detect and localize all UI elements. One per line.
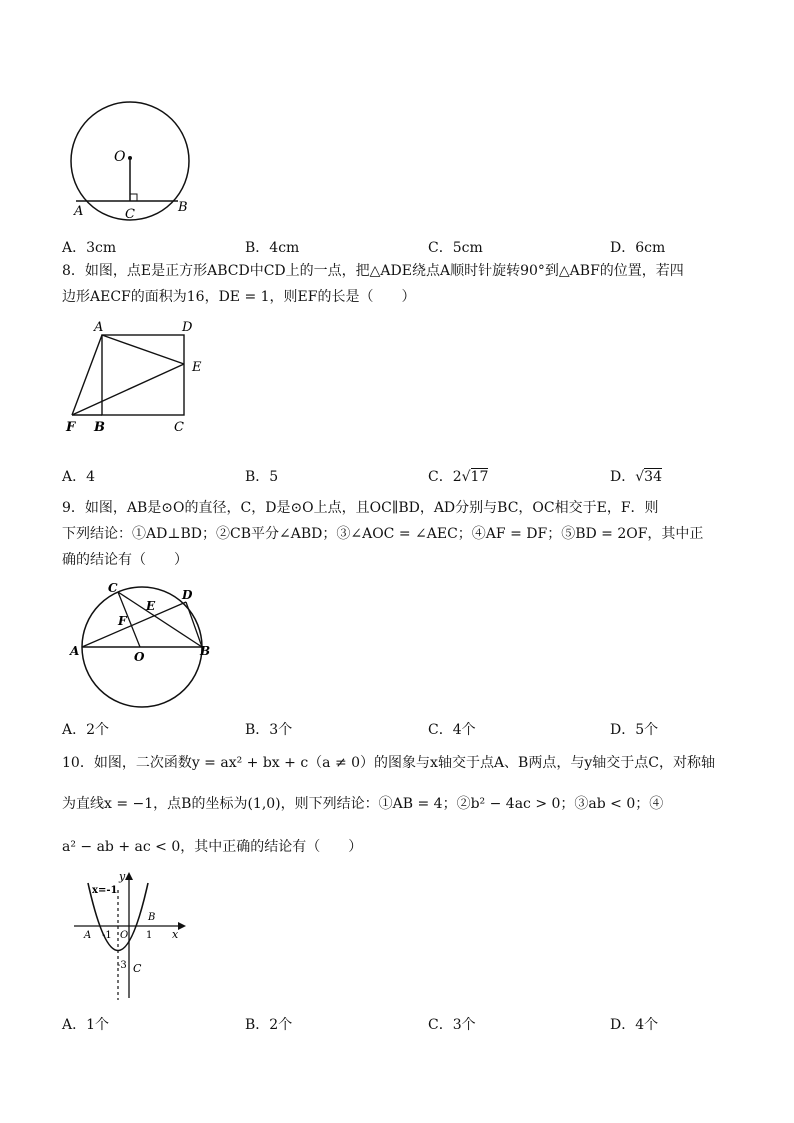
q8-square-abcd xyxy=(102,335,184,415)
q8-option-c-prefix: C．2 xyxy=(428,469,462,485)
q7-label-a: A xyxy=(74,204,84,219)
q8-label-c: C xyxy=(174,420,184,435)
q10-option-d: D．4个 xyxy=(610,1017,659,1033)
q10-label-o: O xyxy=(120,930,129,941)
q9-label-b: B xyxy=(200,644,211,658)
q7-label-b: B xyxy=(178,200,188,215)
q9-stem-line-3: 确的结论有（ ） xyxy=(62,552,188,568)
q10-stem-line-1: 10．如图，二次函数y = ax² + bx + c（a ≠ 0）的图象与x轴交于点A、B两点，与y轴交于点C，对称轴 xyxy=(62,755,715,771)
q10-label-y: y xyxy=(119,870,126,883)
q8-label-b: B xyxy=(94,420,105,435)
y-axis-arrow-icon xyxy=(125,872,133,880)
q8-stem-line-1: 8．如图，点E是正方形ABCD中CD上的一点，把△ADE绕点A顺时针旋转90°到△ABF的位置，若四 xyxy=(62,263,684,279)
q10-option-a: A．1个 xyxy=(62,1017,110,1033)
q8-label-d: D xyxy=(182,320,193,335)
q9-label-c: C xyxy=(108,581,118,595)
q9-stem-line-1: 9．如图，AB是⊙O的直径，C，D是⊙O上点，且OC∥BD，AD分别与BC，OC相交于E，F．则 xyxy=(62,500,659,516)
q7-option-c: C．5cm xyxy=(428,240,483,256)
q8-option-d-prefix: D． xyxy=(610,469,636,485)
q8-option-c xyxy=(428,466,488,486)
q10-label-minus1: -1 xyxy=(102,930,112,941)
q9-option-c: C．4个 xyxy=(428,722,476,738)
q8-option-d xyxy=(610,466,662,486)
q8-figure xyxy=(62,316,212,438)
sqrt-symbol-icon: √ xyxy=(635,469,645,485)
q9-label-e: E xyxy=(146,599,156,613)
q9-label-o: O xyxy=(134,650,145,664)
q8-label-e: E xyxy=(192,360,202,375)
q10-option-b: B．2个 xyxy=(245,1017,293,1033)
q7-right-angle-mark xyxy=(130,194,137,201)
q7-option-d: D．6cm xyxy=(610,240,666,256)
q10-label-c: C xyxy=(133,962,142,975)
x-axis-arrow-icon xyxy=(178,922,186,930)
q9-segment-ad xyxy=(82,602,186,647)
q10-label-a: A xyxy=(84,930,92,941)
q9-segment-bd xyxy=(186,602,202,647)
q9-option-a: A．2个 xyxy=(62,722,110,738)
q7-label-c: C xyxy=(125,207,135,222)
q9-option-b: B．3个 xyxy=(245,722,293,738)
q9-label-f: F xyxy=(118,614,127,628)
q9-stem-line-2: 下列结论：①AD⊥BD；②CB平分∠ABD；③∠AOC = ∠AEC；④AF = DF；⑤BD = 2OF，其中正 xyxy=(62,526,704,542)
q10-option-c: C．3个 xyxy=(428,1017,476,1033)
q8-option-c-radicand: 17 xyxy=(470,469,489,485)
q9-label-d: D xyxy=(182,588,193,602)
q8-stem-line-2: 边形AECF的面积为16，DE = 1，则EF的长是（ ） xyxy=(62,289,416,305)
q8-option-a: A．4 xyxy=(62,469,96,485)
q7-option-a: A．3cm xyxy=(62,240,117,256)
q8-option-b: B．5 xyxy=(245,469,279,485)
q8-option-d-radicand: 34 xyxy=(644,469,662,485)
q7-center-point xyxy=(128,156,132,160)
q10-figure xyxy=(66,868,196,1008)
q8-label-a: A xyxy=(94,320,104,335)
q9-figure xyxy=(62,580,222,710)
sqrt-symbol-icon: √ xyxy=(461,469,471,485)
q10-label-b: B xyxy=(148,912,156,923)
q8-segment-ae xyxy=(102,335,184,364)
q7-label-o: O xyxy=(114,149,126,165)
q8-label-f: F xyxy=(66,420,76,435)
q10-label-plus1: 1 xyxy=(146,930,153,941)
q10-stem-line-2: 为直线x = −1，点B的坐标为(1,0)，则下列结论：①AB = 4；②b² − 4ac > 0；③ab < 0；④ xyxy=(62,796,664,812)
q10-label-x: x xyxy=(172,928,179,941)
q9-option-d: D．5个 xyxy=(610,722,659,738)
q7-option-b: B．4cm xyxy=(245,240,300,256)
q10-stem-line-3: a² − ab + ac < 0，其中正确的结论有（ ） xyxy=(62,839,363,855)
q9-label-a: A xyxy=(70,644,80,658)
q10-label-axis: x=-1 xyxy=(92,885,118,896)
q10-label-minus3: -3 xyxy=(117,960,127,971)
q7-figure xyxy=(62,94,202,224)
